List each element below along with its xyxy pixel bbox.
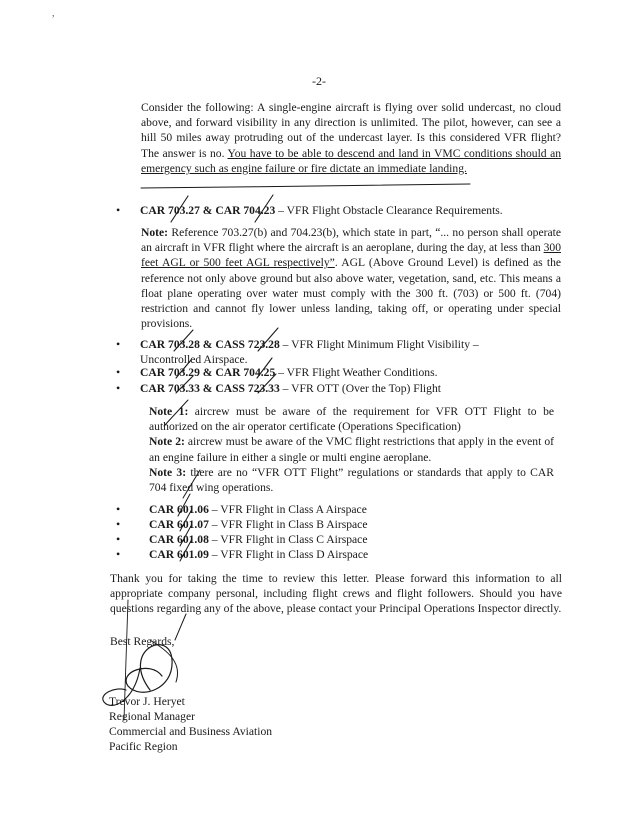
notes-ott (149, 404, 554, 495)
bullet-dot: • (116, 517, 121, 531)
bullet-dot: • (116, 365, 121, 379)
signatory-department: Commercial and Business Aviation (109, 725, 273, 738)
note-underlined-text: 300 feet AGL or 500 feet AGL respectively” (141, 241, 561, 270)
note-1 (149, 404, 554, 434)
bullet-reference: CAR 601.06 (149, 503, 209, 516)
signature-stroke (126, 645, 172, 693)
bullet-dot: • (116, 203, 121, 217)
note-label: Note 3: (149, 465, 187, 479)
bullet-dot: • (116, 337, 121, 351)
bullet-reference: CAR 703.28 & CASS 723.28 (140, 338, 280, 351)
note-label: Note: (141, 226, 169, 239)
bullet-text: – VFR Flight in Class B Airspace (208, 518, 368, 531)
closing-paragraph: Thank you for taking the time to review this letter. Please forward this information to all appropriate company personal, including flight crews and flight followers. Should you have questions regarding any of the above, please contact your Principal Operations Inspector directly. (110, 572, 562, 616)
note-3 (149, 465, 554, 495)
bullet-car-601-07 (116, 517, 556, 533)
pen-slash-stroke (175, 614, 186, 640)
note-agl-paragraph (141, 225, 561, 331)
bullet-text-continued: Uncontrolled Airspace. (140, 353, 248, 366)
bullet-dot: • (116, 381, 121, 395)
stray-mark: , (52, 8, 55, 19)
bullet-car-601-09 (116, 547, 556, 563)
pen-underline-stroke (141, 184, 470, 188)
note-text-after: . AGL (Above Ground Level) is defined as the reference not only above ground but also above water, vegetation, sand, etc. This means a float plane operating over water must comply with the 300 ft. (703) or 500 ft. (704) restriction and cannot fly lower unless landing, taking off, or operating under special provisions. (141, 256, 562, 331)
intro-text: Consider the following: A single-engine aircraft is flying over solid undercast, no cloud above, and forward visibility in any direction is unlimited. The pilot, however, can see a hill 50 miles away protruding out of the undercast layer. Is this considered VFR flight? The answer is no. (141, 101, 561, 160)
bullet-reference: CAR 601.09 (149, 548, 209, 561)
note-text: Reference 703.27(b) and 704.23(b), which state in part, “... no person shall operate an aircraft in VFR flight where the aircraft is an aeroplane, during the day, at less than (141, 226, 561, 255)
bullet-car-703-27 (116, 203, 556, 219)
note-label: Note 2: (149, 435, 185, 449)
bullet-text: – VFR OTT (Over the Top) Flight (279, 382, 441, 395)
bullet-car-703-33 (116, 381, 556, 397)
bullet-reference: CAR 601.07 (149, 518, 209, 531)
bullet-text: – VFR Flight Weather Conditions. (275, 366, 438, 379)
bullet-reference: CAR 703.29 & CAR 704.25 (140, 366, 276, 379)
bullet-text: – VFR Flight Minimum Flight Visibility – (279, 338, 479, 351)
signatory-title: Regional Manager (109, 710, 195, 723)
bullet-car-703-28 (116, 337, 556, 367)
bullet-dot: • (116, 502, 121, 516)
note-2 (149, 434, 554, 464)
intro-paragraph (141, 100, 561, 176)
bullet-reference: CAR 703.33 & CASS 723.33 (140, 382, 280, 395)
bullet-dot: • (116, 532, 121, 546)
intro-underlined-text: You have to be able to descend and land in VMC conditions should an emergency such as engine failure or fire dictate an immediate landing. (141, 146, 562, 175)
signatory-region: Pacific Region (109, 740, 178, 753)
bullet-text: – VFR Flight Obstacle Clearance Requirements. (275, 204, 503, 217)
bullet-text: – VFR Flight in Class C Airspace (208, 533, 368, 546)
bullet-reference: CAR 703.27 & CAR 704.23 (140, 204, 276, 217)
note-text: aircrew must be aware of the requirement for VFR OTT Flight to be authorized on the air operator certificate (Operations Specification) (149, 405, 555, 434)
bullet-car-601-08 (116, 532, 556, 548)
bullet-dot: • (116, 547, 121, 561)
bullet-car-601-06 (116, 502, 556, 518)
signatory-name: Trevor J. Heryet (109, 695, 185, 708)
note-label: Note 1: (149, 405, 189, 418)
note-text: there are no “VFR OTT Flight” regulations or standards that apply to CAR 704 fixed wing operations. (149, 465, 554, 495)
note-text: aircrew must be aware of the VMC flight restrictions that apply in the event of an engine failure in either a single or multi engine aeroplane. (149, 435, 555, 464)
bullet-text: – VFR Flight in Class D Airspace (208, 548, 369, 561)
bullet-text: – VFR Flight in Class A Airspace (208, 503, 367, 516)
salutation: Best Regards, (110, 635, 175, 648)
bullet-car-703-29 (116, 365, 556, 381)
page-number: -2- (312, 74, 326, 88)
bullet-reference: CAR 601.08 (149, 533, 209, 546)
